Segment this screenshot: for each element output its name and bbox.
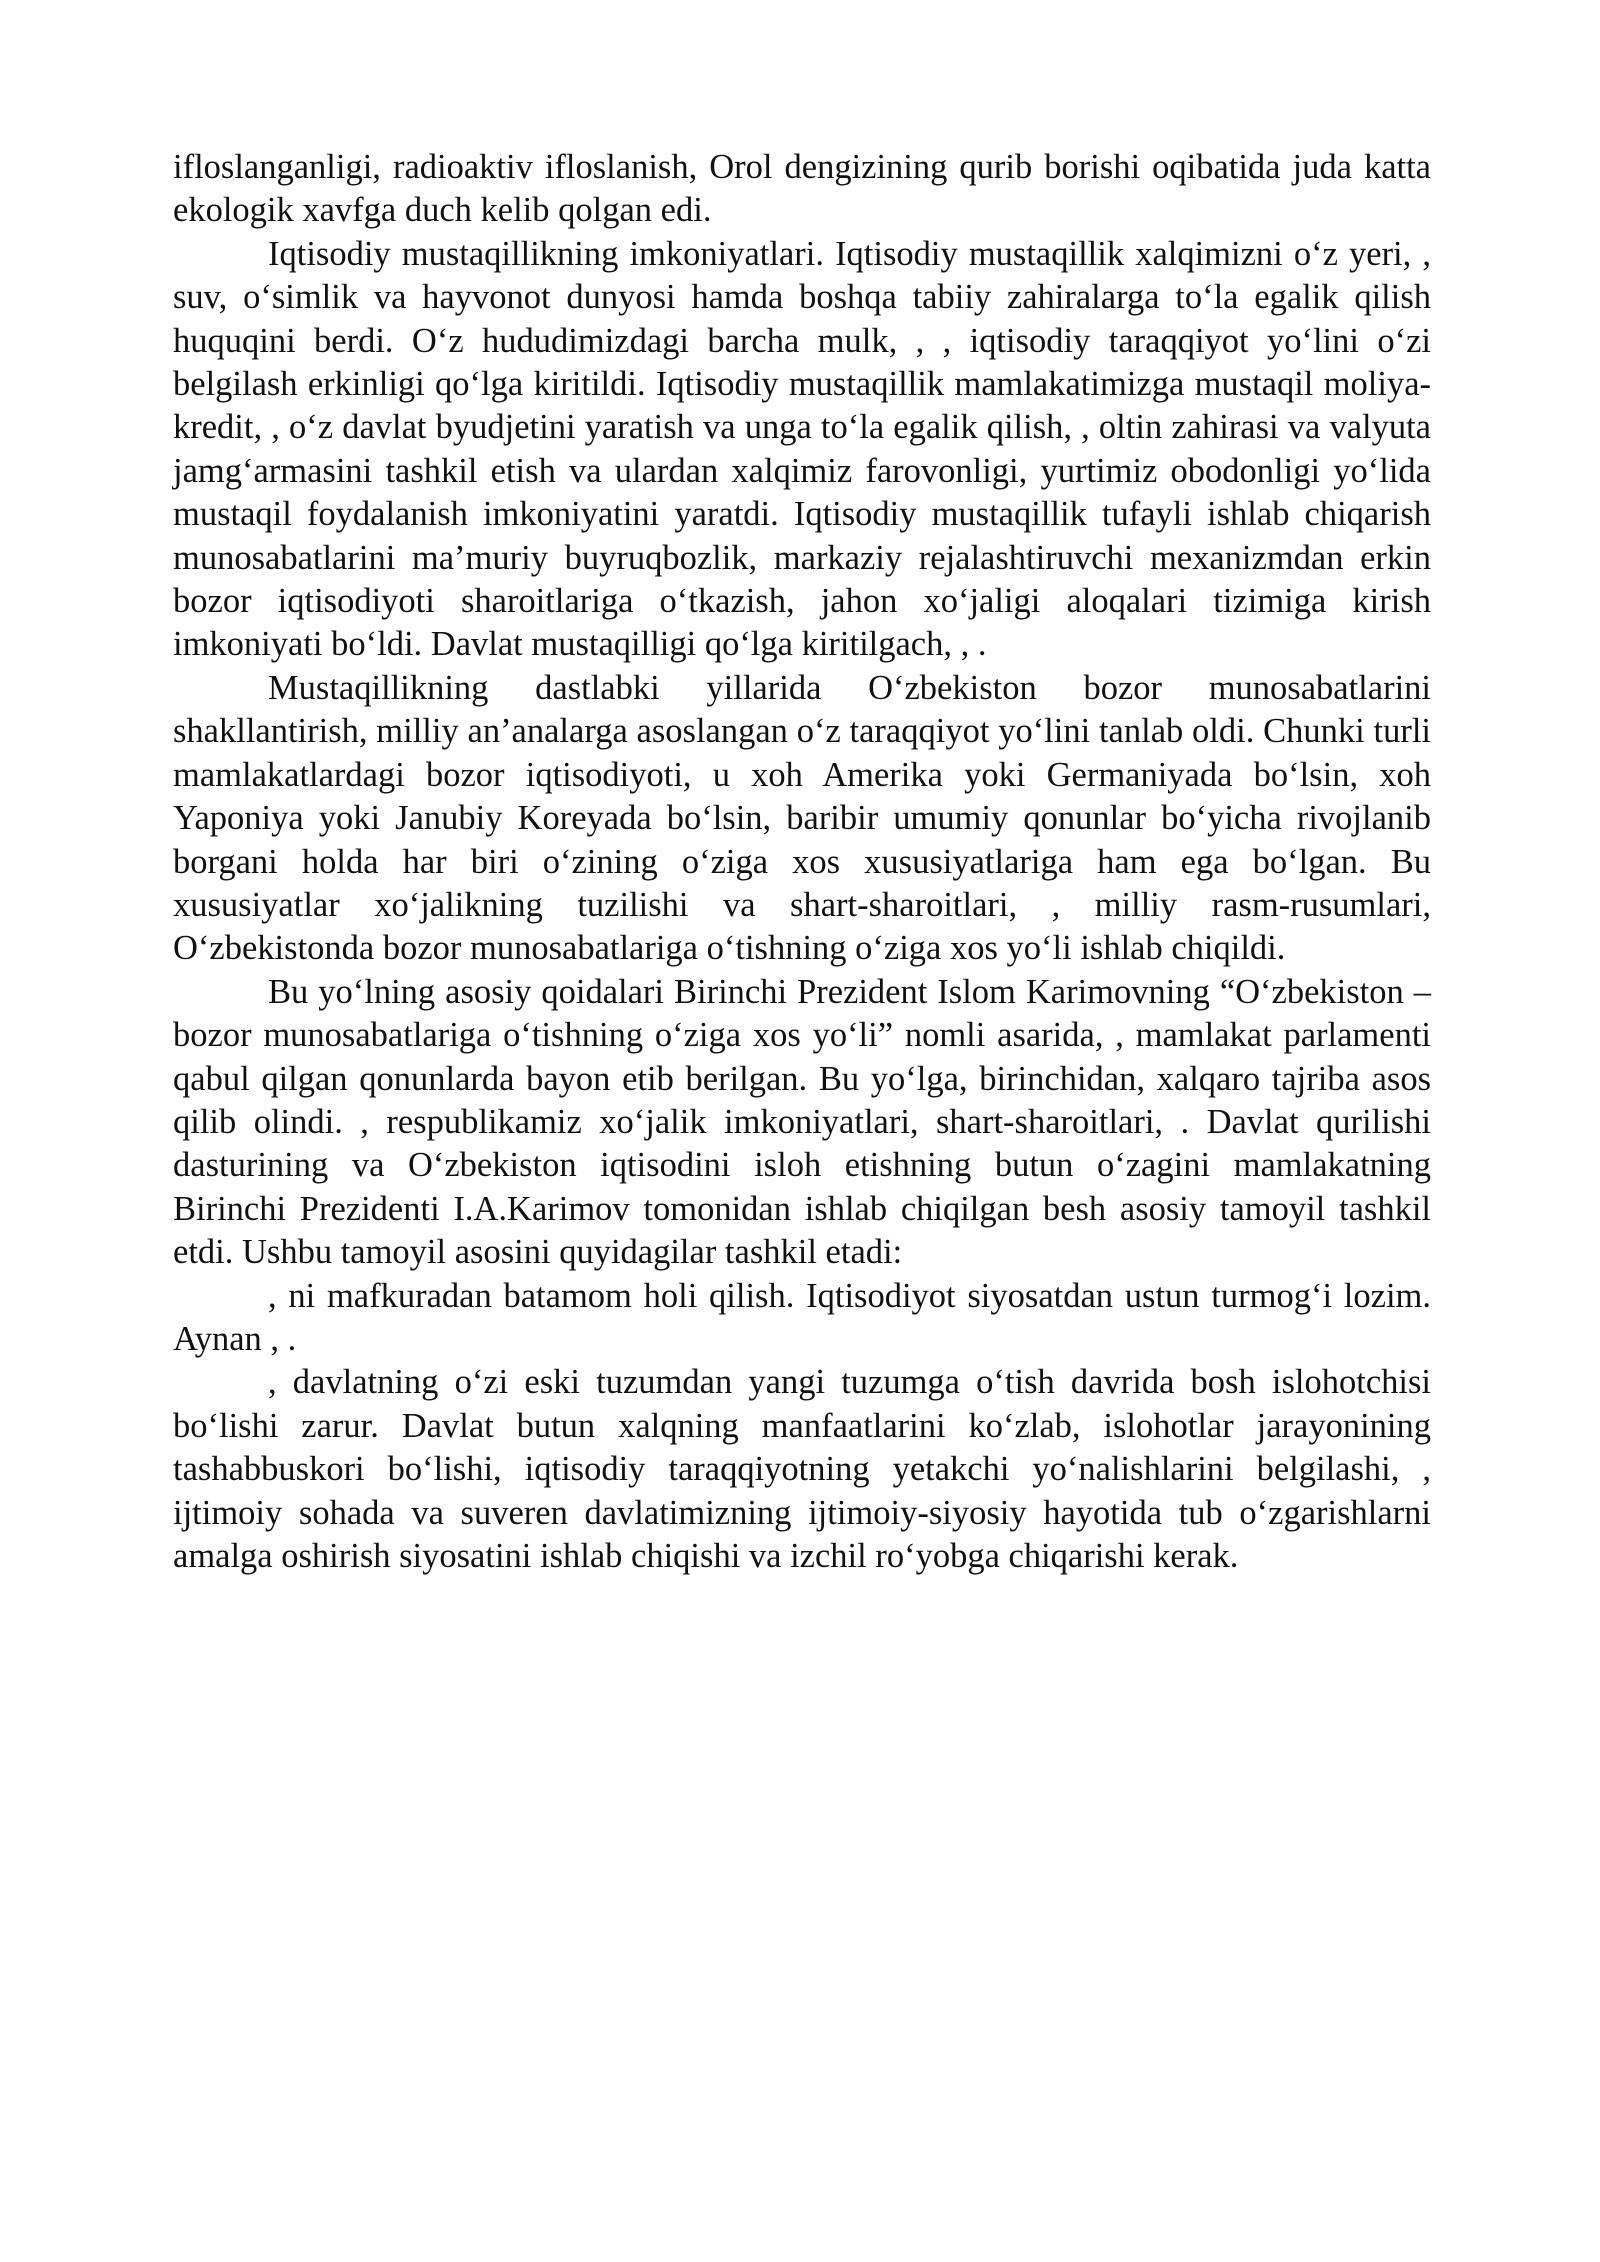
- paragraph-6: , davlatning o‘zi eski tuzumdan yangi tuzumga o‘tish davrida bosh islohotchisi bo‘lishi zarur. Davlat butun xalqning manfaatlarini ko‘zlab, islohotlar jarayonining tashabbuskori bo‘lishi, iqtisodiy taraqqiyotning yetakchi yo‘nalishlarini belgilashi, , ijtimoiy sohada va suveren davlatimizning ijtimoiy-siyosiy hayotida tub o‘zgarishlarni amalga oshirish siyosatini ishlab chiqishi va izchil ro‘yobga chiqarishi kerak.: [173, 1363, 1431, 1575]
- paragraph-5: , ni mafkuradan batamom holi qilish. Iqtisodiyot siyosatdan ustun turmog‘i lozim. Aynan , .: [173, 1276, 1431, 1358]
- paragraph-1: ifloslanganligi, radioaktiv ifloslanish, Orol dengizining qurib borishi oqibatida juda katta ekologik xavfga duch kelib qolgan edi.: [173, 148, 1431, 230]
- document-page: [173, 146, 1431, 1578]
- paragraph-3: Mustaqillikning dastlabki yillarida O‘zbekiston bozor munosabatlarini shakllantirish, milliy an’analarga asoslangan o‘z taraqqiyot yo‘lini tanlab oldi. Chunki turli mamlakatlardagi bozor iqtisodiyoti, u xoh Amerika yoki Germaniyada bo‘lsin, xoh Yaponiya yoki Janubiy Koreyada bo‘lsin, baribir umumiy qonunlar bo‘yicha rivojlanib borgani holda har biri o‘zining o‘ziga xos xususiyatlariga ham ega bo‘lgan. Bu xususiyatlar xo‘jalikning tuzilishi va shart-sharoitlari, , milliy rasm-rusumlari, O‘zbekistonda bozor munosabatlariga o‘tishning o‘ziga xos yo‘li ishlab chiqildi.: [173, 668, 1431, 968]
- paragraph-2: Iqtisodiy mustaqillikning imkoniyatlari. Iqtisodiy mustaqillik xalqimizni o‘z yeri, , suv, o‘simlik va hayvonot dunyosi hamda boshqa tabiiy zahiralarga to‘la egalik qilish huquqini berdi. O‘z hududimizdagi barcha mulk, , , iqtisodiy taraqqiyot yo‘lini o‘zi belgilash erkinligi qo‘lga kiritildi. Iqtisodiy mustaqillik mamlakatimizga mustaqil moliya-kredit, , o‘z davlat byudjetini yaratish va unga to‘la egalik qilish, , oltin zahirasi va valyuta jamg‘armasini tashkil etish va ulardan xalqimiz farovonligi, yurtimiz obodonligi yo‘lida mustaqil foydalanish imkoniyatini yaratdi. Iqtisodiy mustaqillik tufayli ishlab chiqarish munosabatlarini ma’muriy buyruqbozlik, markaziy rejalashtiruvchi mexanizmdan erkin bozor iqtisodiyoti sharoitlariga o‘tkazish, jahon xo‘jaligi aloqalari tizimiga kirish imkoniyati bo‘ldi. Davlat mustaqilligi qo‘lga kiritilgach, , .: [173, 234, 1431, 664]
- paragraph-4: Bu yo‘lning asosiy qoidalari Birinchi Prezident Islom Karimovning “O‘zbekiston – bozor munosabatlariga o‘tishning o‘ziga xos yo‘li” nomli asarida, , mamlakat parlamenti qabul qilgan qonunlarda bayon etib berilgan. Bu yo‘lga, birinchidan, xalqaro tajriba asos qilib olindi. , respublikamiz xo‘jalik imkoniyatlari, shart-sharoitlari, . Davlat qurilishi dasturining va O‘zbekiston iqtisodini isloh etishning butun o‘zagini mamlakatning Birinchi Prezidenti I.A.Karimov tomonidan ishlab chiqilgan besh asosiy tamoyil tashkil etdi. Ushbu tamoyil asosini quyidagilar tashkil etadi:: [173, 972, 1431, 1272]
